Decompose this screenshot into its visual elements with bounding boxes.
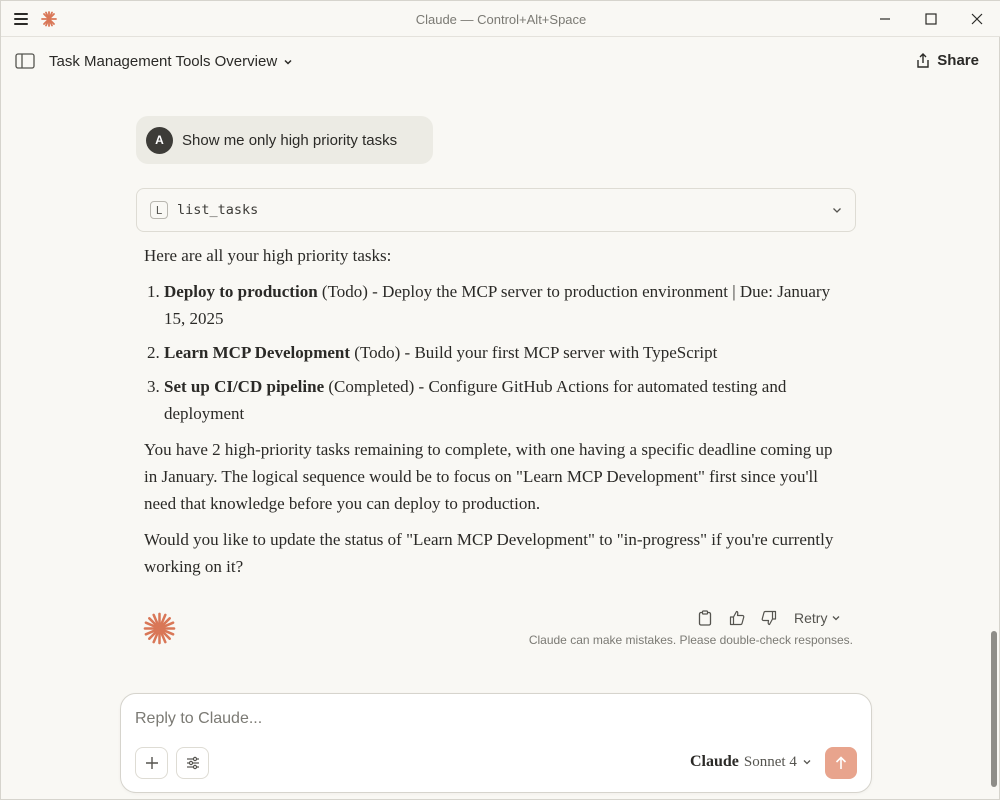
reply-input[interactable] (135, 710, 835, 728)
thumbs-up-icon[interactable] (728, 609, 746, 627)
thumbs-down-icon[interactable] (760, 609, 778, 627)
chevron-down-icon (831, 204, 843, 216)
composer (120, 693, 872, 793)
conversation-title: Task Management Tools Overview (49, 53, 278, 70)
user-message (136, 116, 433, 164)
retry-label: Retry (794, 610, 828, 626)
share-label: Share (937, 52, 979, 69)
arrow-up-icon (834, 756, 848, 770)
task-title: Set up CI/CD pipeline (164, 377, 325, 396)
response-paragraph: Would you like to update the status of "Learn MCP Development" to "in-progress" if you're currently working on it? (144, 530, 834, 576)
tool-name: list_tasks (177, 202, 259, 218)
chevron-down-icon (831, 613, 841, 623)
avatar: A (146, 127, 173, 154)
scrollbar[interactable] (991, 631, 997, 787)
share-icon (916, 53, 930, 68)
copy-icon[interactable] (696, 609, 714, 627)
tool-badge: L (150, 201, 168, 219)
response-actions (696, 608, 841, 628)
close-icon[interactable] (967, 9, 987, 29)
claude-spark-icon (143, 612, 176, 645)
user-message-text: Show me only high priority tasks (182, 131, 398, 149)
task-detail: (Completed) - Configure GitHub Actions for automated testing and deployment (164, 377, 787, 423)
chevron-down-icon (802, 757, 812, 767)
send-button[interactable] (825, 747, 857, 779)
task-title: Learn MCP Development (164, 343, 351, 362)
add-attachment-button[interactable] (135, 747, 168, 779)
disclaimer: Claude can make mistakes. Please double-check responses. (528, 633, 853, 647)
conversation-header (1, 38, 1000, 86)
list-item (164, 373, 834, 427)
tools-button[interactable] (176, 747, 209, 779)
response-paragraph: You have 2 high-priority tasks remaining to complete, with one having a specific deadline coming up in January. The logical sequence would be to focus on "Learn MCP Development" first since you'll need that knowledge before you can deploy to production. (144, 440, 833, 513)
tool-call-expander[interactable] (136, 188, 856, 232)
model-name: Sonnet 4 (743, 753, 797, 770)
retry-button[interactable] (794, 610, 841, 626)
maximize-icon[interactable] (921, 9, 941, 29)
assistant-response (144, 242, 834, 589)
plus-icon (145, 756, 159, 770)
share-button[interactable] (916, 52, 979, 69)
task-title: Deploy to production (164, 282, 318, 301)
list-item (164, 278, 834, 332)
sidebar-toggle-icon[interactable] (15, 53, 35, 69)
model-selector[interactable] (690, 753, 812, 771)
window-titlebar (1, 1, 1000, 37)
conversation-title-dropdown[interactable] (49, 53, 293, 70)
response-intro: Here are all your high priority tasks: (144, 246, 392, 265)
task-detail: (Todo) - Build your first MCP server with TypeScript (350, 343, 718, 362)
chevron-down-icon (283, 57, 293, 67)
task-detail: (Todo) - Deploy the MCP server to production environment | Due: January 15, 2025 (164, 282, 831, 328)
sliders-icon (186, 756, 200, 770)
minimize-icon[interactable] (875, 9, 895, 29)
list-item (164, 339, 834, 366)
task-list (144, 278, 834, 427)
model-brand: Claude (690, 753, 739, 770)
window-title: Claude — Control+Alt+Space (415, 12, 587, 27)
